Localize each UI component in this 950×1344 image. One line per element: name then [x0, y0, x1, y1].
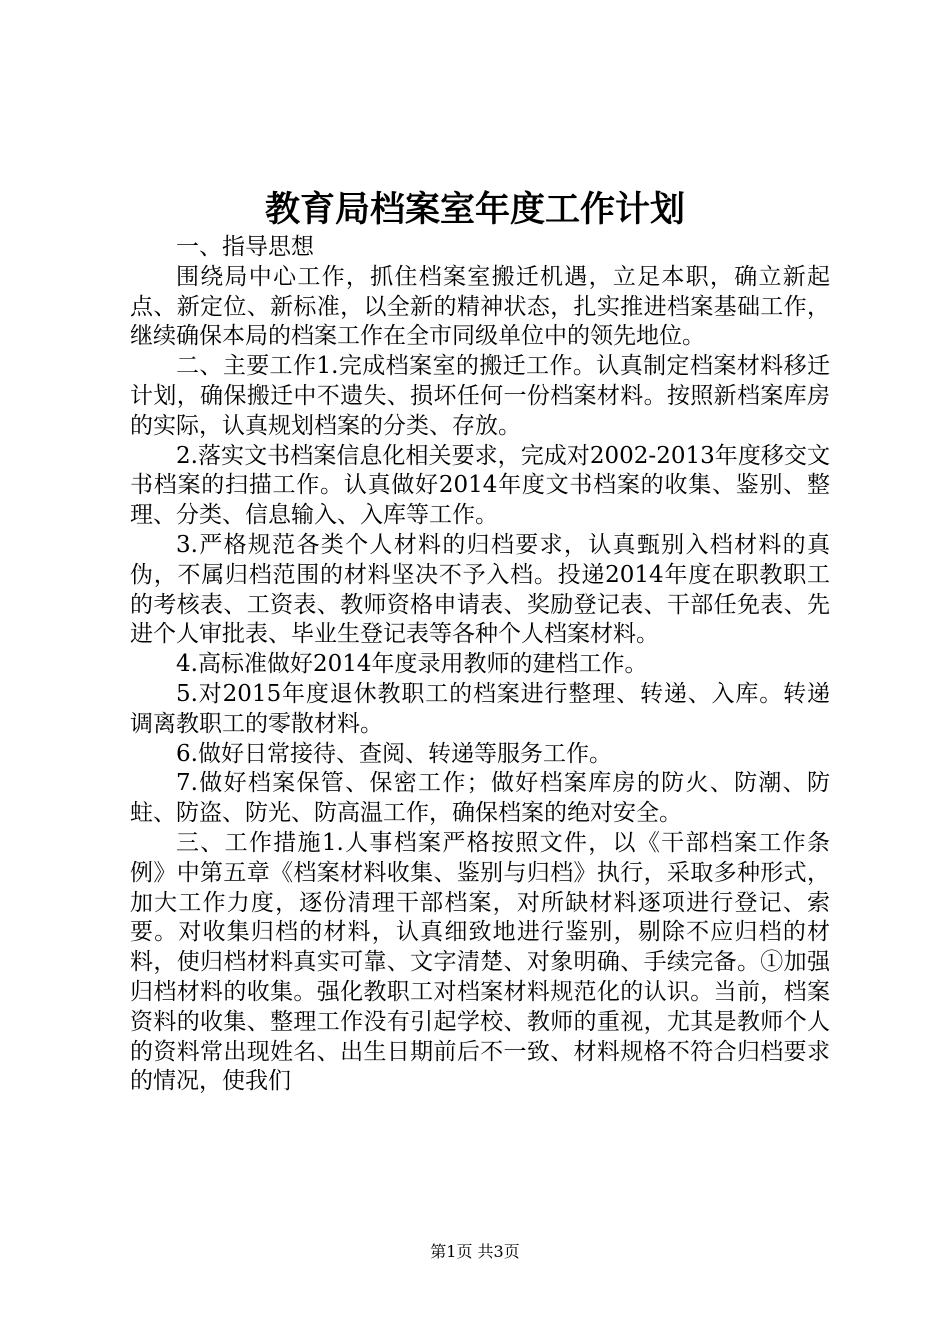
paragraph-guiding-thought-content: 围绕局中心工作，抓住档案室搬迁机遇，立足本职，确立新起点、新定位、新标准，以全新的精神状态，扎实推进档案基础工作，继续确保本局的档案工作在全市同级单位中的领先地位。	[130, 263, 830, 350]
paragraph-main-work-7: 7.做好档案保管、保密工作；做好档案库房的防火、防潮、防蛀、防盗、防光、防高温工作，确保档案的绝对安全。	[130, 770, 830, 827]
paragraph-main-work-6: 6.做好日常接待、查阅、转递等服务工作。	[176, 740, 612, 767]
paragraph-main-work-3: 3.严格规范各类个人材料的归档要求，认真甄别入档材料的真伪，不属归档范围的材料坚决不予入档。投递2014年度在职教职工的考核表、工资表、教师资格申请表、奖励登记表、干部任免表、先进个人审批表、毕业生登记表等各种个人档案材料。	[130, 531, 830, 648]
paragraph-work-measures-1: 三、工作措施1.人事档案严格按照文件，以《干部档案工作条例》中第五章《档案材料收集、鉴别与归档》执行，采取多种形式，加大工作力度，逐份清理干部档案，对所缺材料逐项进行登记、索要。对收集归档的材料，认真细致地进行鉴别，剔除不应归档的材料，使归档材料真实可靠、文字清楚、对象明确、手续完备。①加强归档材料的收集。强化教职工对档案材料规范化的认识。当前，档案资料的收集、整理工作没有引起学校、教师的重视，尤其是教师个人的资料常出现姓名、出生日期前后不一致、材料规格不符合归档要求的情况，使我们	[130, 829, 830, 1095]
document-title: 教育局档案室年度工作计划	[264, 190, 685, 230]
paragraph-main-work-1: 二、主要工作1.完成档案室的搬迁工作。认真制定档案材料移迁计划，确保搬迁中不遗失、损坏任何一份档案材料。按照新档案库房的实际，认真规划档案的分类、存放。	[130, 353, 830, 439]
paragraph-main-work-5: 5.对2015年度退休教职工的档案进行整理、转递、入库。转递调离教职工的零散材料。	[130, 680, 830, 737]
document-body	[130, 233, 830, 1097]
page-number-footer: 第1页 共3页	[430, 1242, 520, 1261]
paragraph-guiding-thought: 一、指导思想	[176, 234, 314, 260]
paragraph-main-work-4: 4.高标准做好2014年度录用教师的建档工作。	[176, 651, 648, 678]
paragraph-main-work-2: 2.落实文书档案信息化相关要求，完成对2002-2013年度移交文书档案的扫描工作。认真做好2014年度文书档案的收集、鉴别、整理、分类、信息输入、入库等工作。	[130, 442, 830, 529]
